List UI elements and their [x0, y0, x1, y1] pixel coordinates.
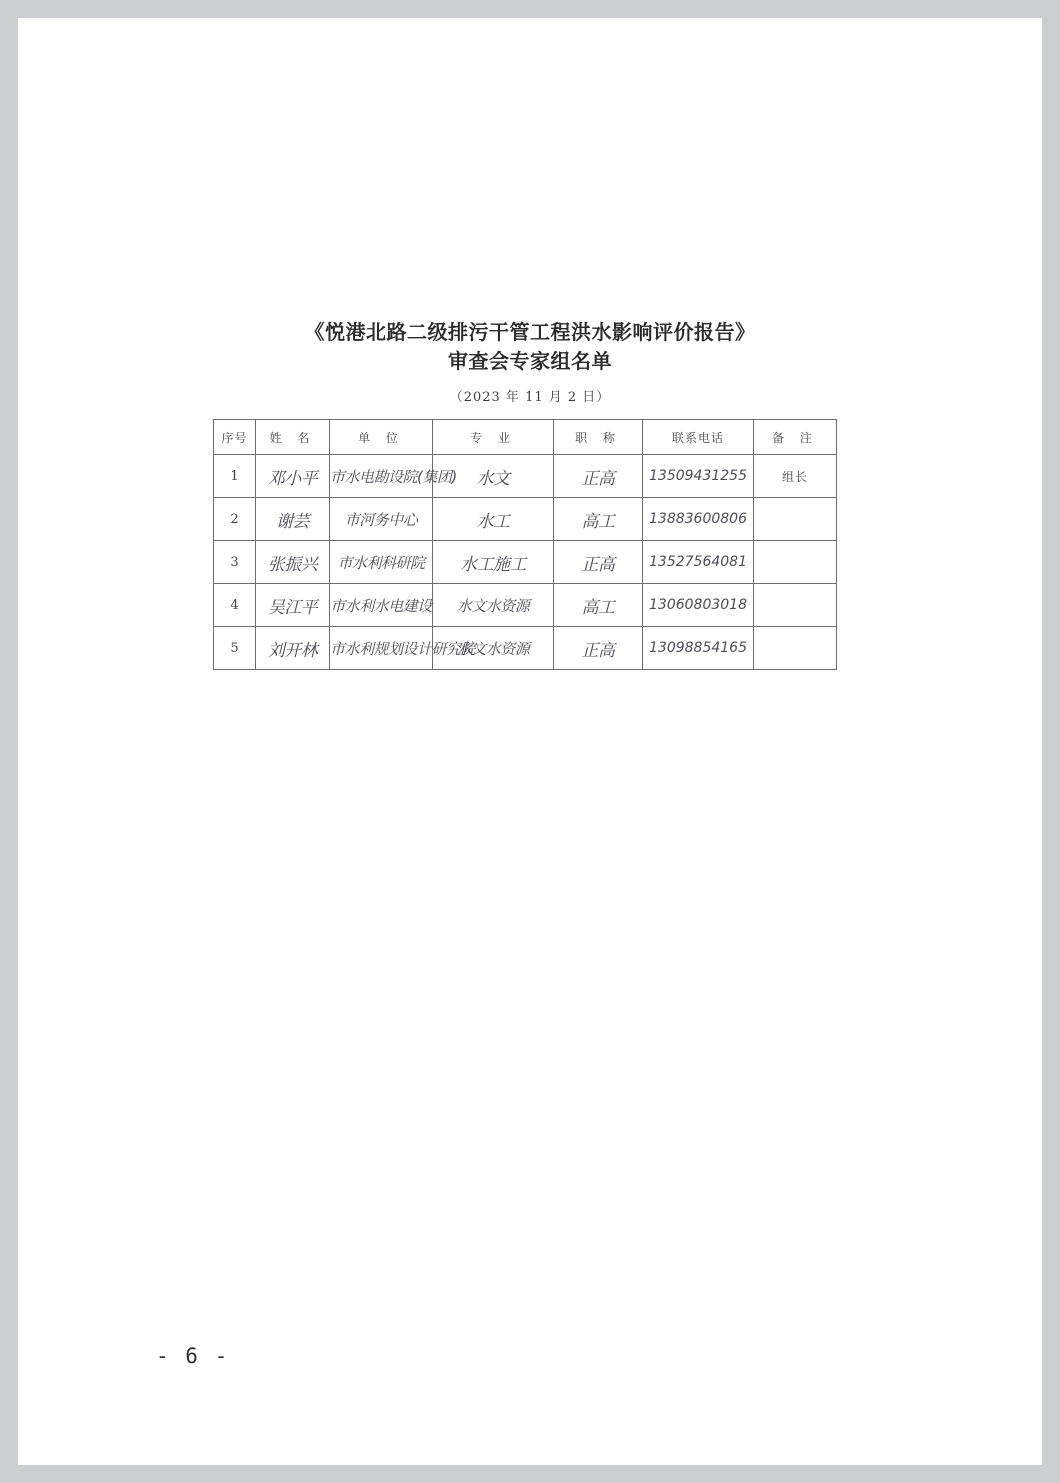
- cell-title: 正高: [554, 627, 643, 670]
- expert-roster-table: [213, 419, 837, 670]
- cell-phone: 13509431255: [643, 455, 754, 498]
- cell-major: 水文水资源: [433, 627, 554, 670]
- table-row: [214, 627, 837, 670]
- cell-phone: 13060803018: [643, 584, 754, 627]
- table-row: [214, 584, 837, 627]
- cell-note: [754, 584, 837, 627]
- cell-unit: 市水利水电建设: [330, 584, 433, 627]
- cell-name: 刘开林: [256, 627, 330, 670]
- cell-name: 张振兴: [256, 541, 330, 584]
- cell-unit: 市水利规划设计研究院: [330, 627, 433, 670]
- page-number: - 6 -: [156, 1344, 230, 1368]
- meeting-date: （2023 年 11 月 2 日）: [449, 390, 611, 405]
- table-row: [214, 541, 837, 584]
- cell-note: [754, 541, 837, 584]
- cell-unit: 市水利科研院: [330, 541, 433, 584]
- header-seq: 序号: [214, 420, 256, 455]
- cell-seq: 4: [214, 584, 256, 627]
- table-row: [214, 455, 837, 498]
- header-note: 备 注: [754, 420, 837, 455]
- cell-title: 高工: [554, 498, 643, 541]
- cell-major: 水文: [433, 455, 554, 498]
- cell-name: 邓小平: [256, 455, 330, 498]
- cell-note: [754, 498, 837, 541]
- cell-name: 吴江平: [256, 584, 330, 627]
- cell-name: 谢芸: [256, 498, 330, 541]
- document-page: [18, 18, 1042, 1465]
- cell-note: 组长: [754, 455, 837, 498]
- cell-seq: 5: [214, 627, 256, 670]
- header-major: 专 业: [433, 420, 554, 455]
- cell-seq: 2: [214, 498, 256, 541]
- cell-title: 正高: [554, 541, 643, 584]
- cell-seq: 1: [214, 455, 256, 498]
- cell-title: 正高: [554, 455, 643, 498]
- header-phone: 联系电话: [643, 420, 754, 455]
- table-header-row: [214, 420, 837, 455]
- cell-phone: 13883600806: [643, 498, 754, 541]
- cell-note: [754, 627, 837, 670]
- roster-title: 审查会专家组名单: [448, 349, 612, 373]
- report-title: 《悦港北路二级排污干管工程洪水影响评价报告》: [304, 320, 756, 344]
- cell-title: 高工: [554, 584, 643, 627]
- header-title: 职 称: [554, 420, 643, 455]
- cell-major: 水文水资源: [433, 584, 554, 627]
- cell-unit: 市水电勘设院(集团): [330, 455, 433, 498]
- cell-phone: 13098854165: [643, 627, 754, 670]
- cell-phone: 13527564081: [643, 541, 754, 584]
- cell-major: 水工: [433, 498, 554, 541]
- header-unit: 单 位: [330, 420, 433, 455]
- cell-major: 水工施工: [433, 541, 554, 584]
- cell-seq: 3: [214, 541, 256, 584]
- table-row: [214, 498, 837, 541]
- header-name: 姓 名: [256, 420, 330, 455]
- cell-unit: 市河务中心: [330, 498, 433, 541]
